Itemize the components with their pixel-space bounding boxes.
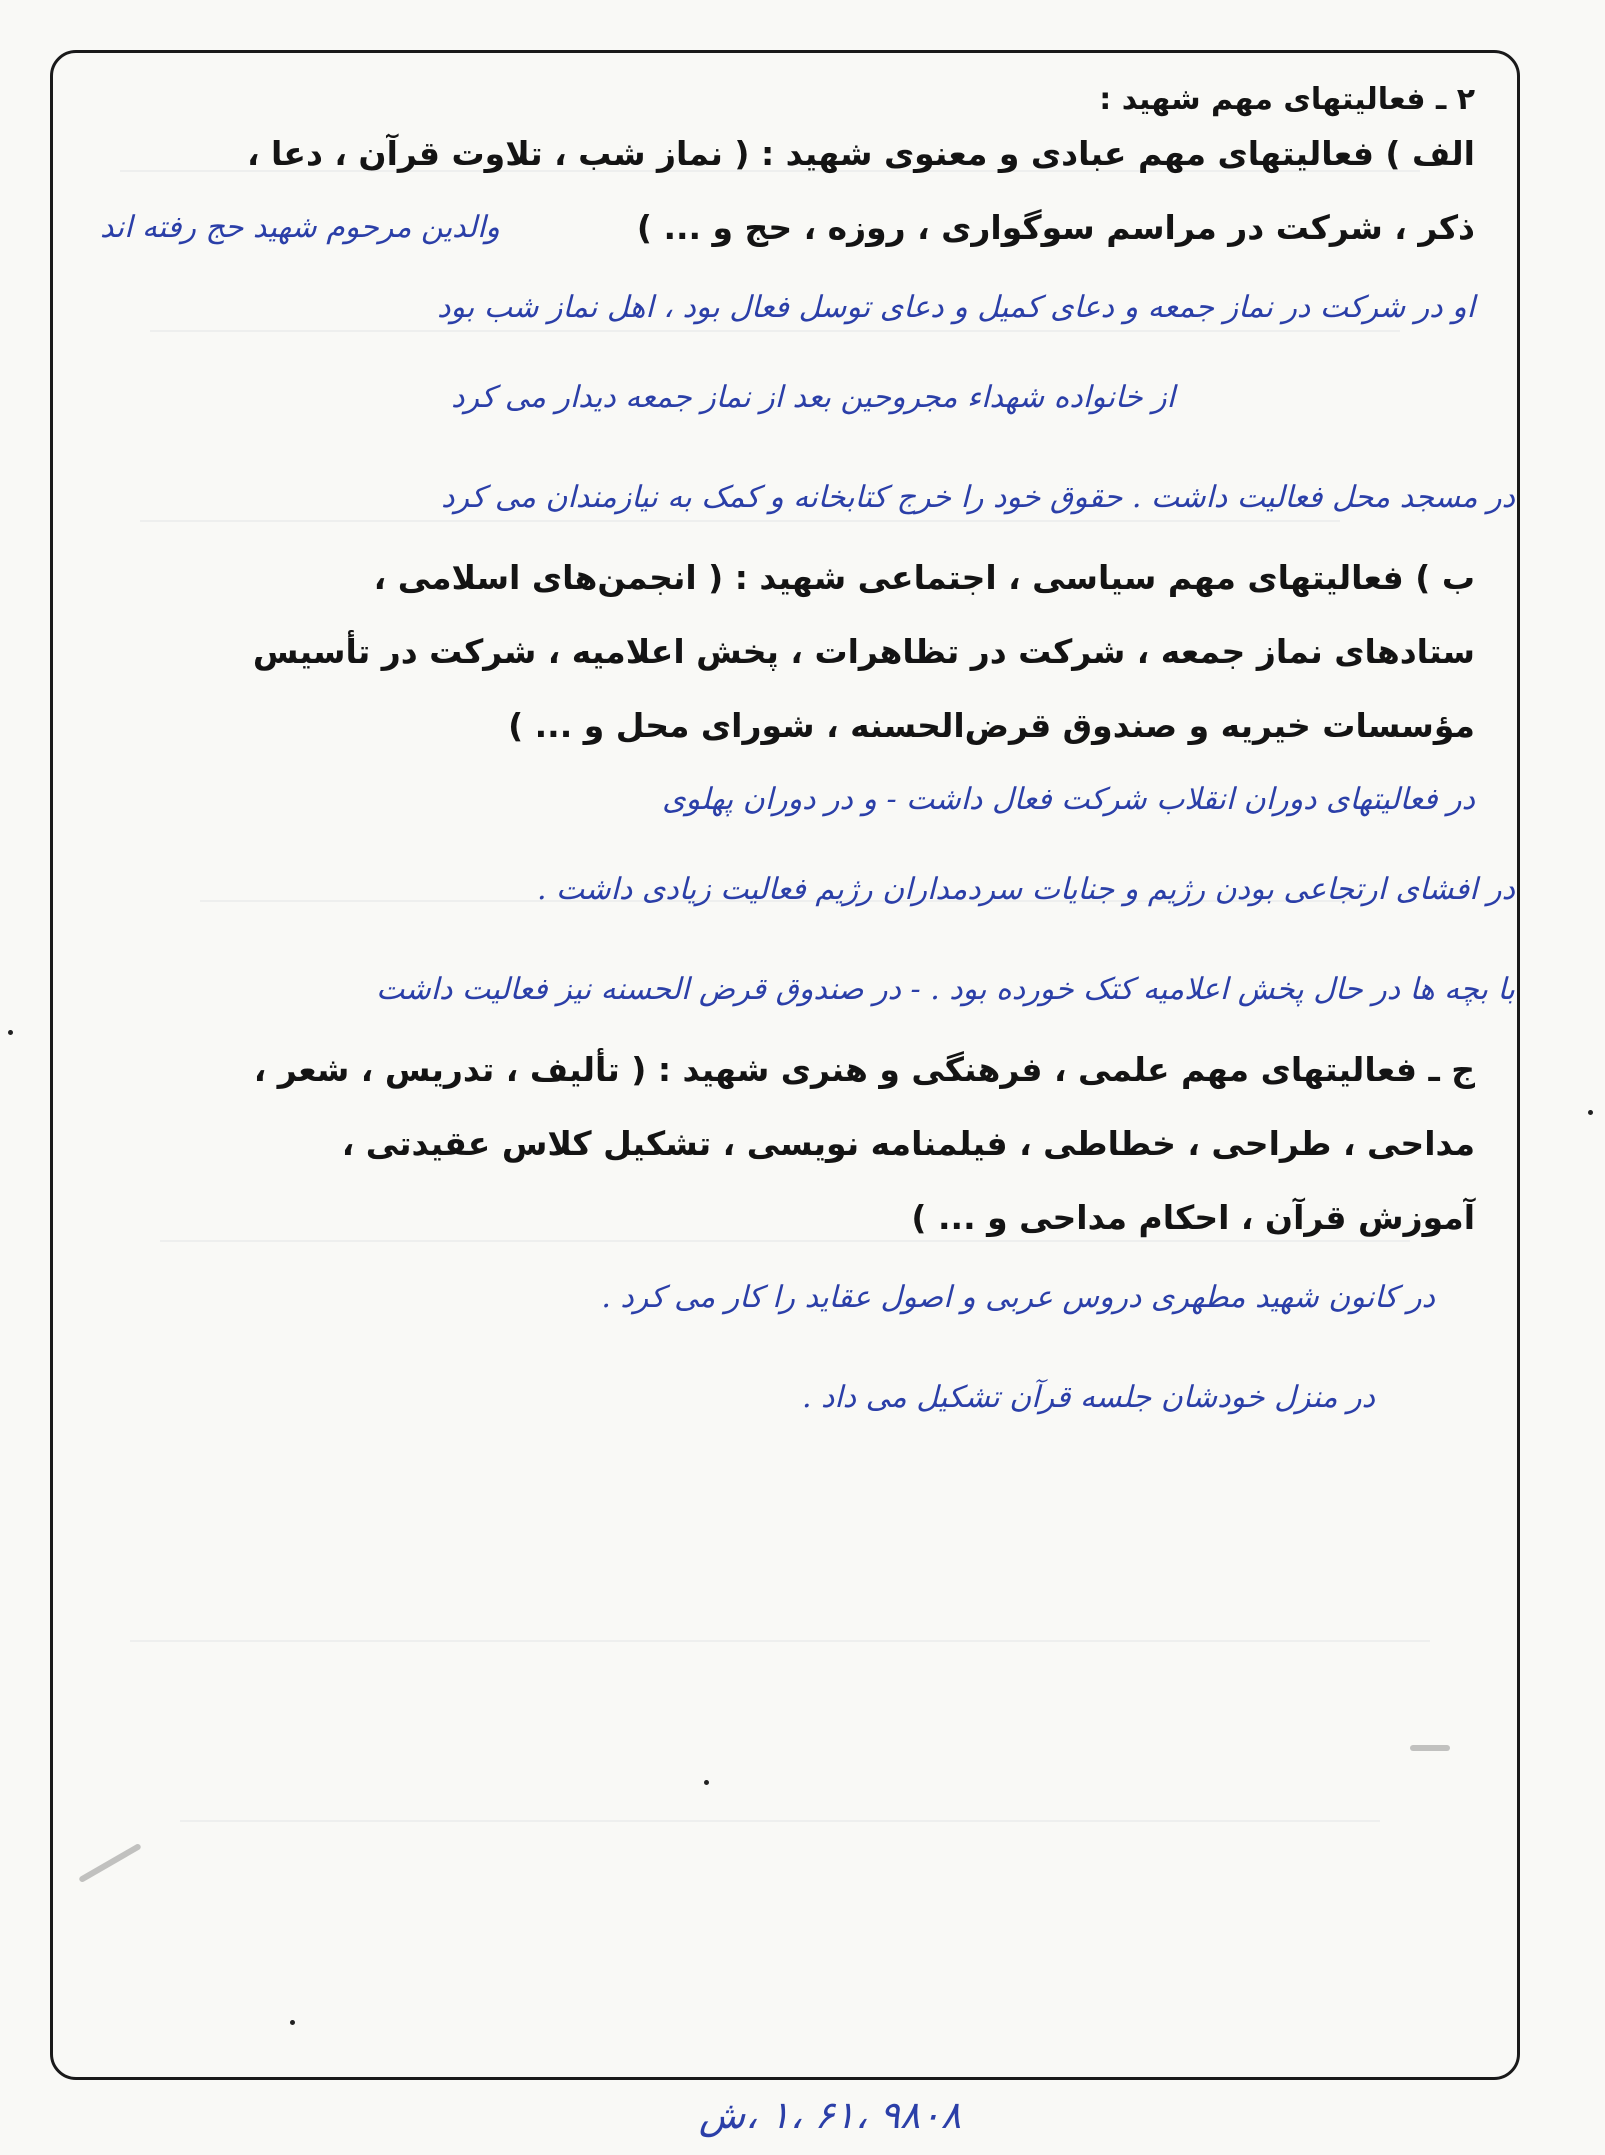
handwritten-file-number: ۹۸۰۸ ،۶۱ ،۱ ،ش — [698, 2093, 962, 2137]
handwritten-answer-line: در منزل خودشان جلسه قرآن تشکیل می داد . — [801, 1380, 1375, 1415]
spiritual-printed-line: ذکر ، شرکت در مراسم سوگواری ، روزه ، حج و ... ) — [636, 208, 1475, 247]
political-printed-line: ستادهای نماز جمعه ، شرکت در تظاهرات ، پخش اعلامیه ، شرکت در تأسیس — [252, 632, 1475, 671]
stray-dot — [8, 1030, 13, 1035]
stray-dot — [290, 2020, 295, 2025]
smudge-mark — [1410, 1745, 1450, 1751]
stray-dot — [704, 1780, 709, 1785]
handwritten-answer-line: با بچه ها در حال پخش اعلامیه کتک خورده بود . - در صندوق قرض الحسنه نیز فعالیت داشت — [376, 972, 1515, 1007]
handwritten-answer-line: از خانواده شهداء مجروحین بعد از نماز جمعه دیدار می کرد — [451, 380, 1175, 415]
cultural-printed-line: مداحی ، طراحی ، خطاطی ، فیلمنامه نویسی ، تشکیل کلاس عقیدتی ، — [341, 1124, 1475, 1163]
cultural-printed-line: آموزش قرآن ، احکام مداحی و ... ) — [911, 1198, 1475, 1237]
handwritten-answer-line: در مسجد محل فعالیت داشت . حقوق خود را خرج کتابخانه و کمک به نیازمندان می کرد — [441, 480, 1515, 515]
stray-dot — [1588, 1110, 1593, 1115]
section-heading: ۲ ـ فعالیتهای مهم شهید : — [1099, 82, 1475, 117]
handwritten-answer-line: در افشای ارتجاعی بودن رژیم و جنایات سردمداران رژیم فعالیت زیادی داشت . — [536, 872, 1515, 907]
handwritten-answer-line: او در شرکت در نماز جمعه و دعای کمیل و دعای توسل فعال بود ، اهل نماز شب بود — [437, 290, 1475, 325]
handwritten-answer-line: در کانون شهید مطهری دروس عربی و اصول عقاید را کار می کرد . — [601, 1280, 1435, 1315]
spiritual-printed-line: الف ) فعالیتهای مهم عبادی و معنوی شهید : ( نماز شب ، تلاوت قرآن ، دعا ، — [247, 134, 1475, 173]
handwritten-answer-line: در فعالیتهای دوران انقلاب شرکت فعال داشت - و در دوران پهلوی — [662, 782, 1475, 817]
political-printed-line: ب ) فعالیتهای مهم سیاسی ، اجتماعی شهید : ( انجمن‌های اسلامی ، — [373, 558, 1475, 597]
political-printed-line: مؤسسات خیریه و صندوق قرض‌الحسنه ، شورای محل و ... ) — [508, 706, 1475, 745]
form-content — [100, 70, 1515, 1418]
handwritten-answer-line: والدین مرحوم شهید حج رفته اند — [100, 210, 500, 245]
cultural-printed-line: ج ـ فعالیتهای مهم علمی ، فرهنگی و هنری شهید : ( تألیف ، تدریس ، شعر ، — [253, 1050, 1475, 1089]
